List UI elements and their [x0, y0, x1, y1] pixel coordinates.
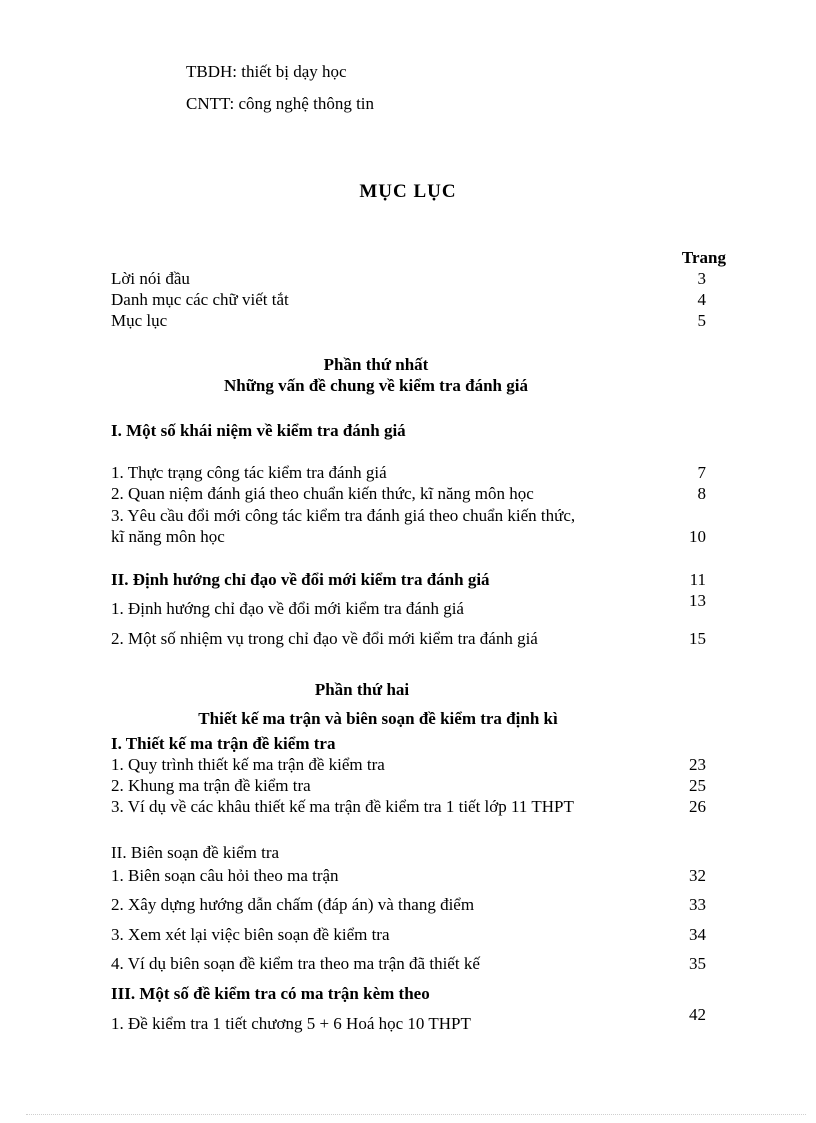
part1-section2-heading: II. Định hướng chỉ đạo về đổi mới kiểm tra đánh giá: [111, 570, 490, 589]
part1-title: Những vấn đề chung về kiểm tra đánh giá: [224, 376, 528, 395]
toc-entry-contents: Mục lục: [111, 311, 168, 330]
toc-entry-p2-2-2: 2. Xây dựng hướng dẫn chấm (đáp án) và thang điểm: [111, 895, 475, 914]
toc-page-1-3: 10: [689, 527, 706, 546]
part1-label: Phần thứ nhất: [323, 355, 429, 374]
toc-entry-foreword: Lời nói đầu: [111, 269, 190, 288]
toc-page-1-1: 7: [697, 463, 706, 482]
toc-entry-p2-3-1: 1. Đề kiểm tra 1 tiết chương 5 + 6 Hoá học 10 THPT: [111, 1014, 471, 1033]
toc-page-2-2: 15: [689, 629, 706, 648]
part2-section2-heading: II. Biên soạn đề kiểm tra: [111, 843, 280, 862]
toc-page-contents: 5: [697, 311, 706, 330]
toc-page-part1-section2: 11: [689, 570, 706, 589]
toc-entry-abbreviations: Danh mục các chữ viết tắt: [111, 290, 289, 309]
toc-page-p2-1-3: 26: [689, 797, 706, 816]
part2-section3-heading: III. Một số đề kiểm tra có ma trận kèm theo: [111, 984, 430, 1003]
toc-page-p2-1-2: 25: [689, 776, 706, 795]
abbreviation-cntt: CNTT: công nghệ thông tin: [186, 94, 375, 113]
toc-entry-1-1: 1. Thực trạng công tác kiểm tra đánh giá: [111, 463, 387, 482]
toc-entry-p2-1-3: 3. Ví dụ về các khâu thiết kế ma trận đề kiểm tra 1 tiết lớp 11 THPT: [111, 797, 574, 816]
toc-page-p2-2-4: 35: [689, 954, 706, 973]
toc-page-p2-1-1: 23: [689, 755, 706, 774]
part2-section1-heading: I. Thiết kế ma trận đề kiểm tra: [111, 734, 336, 753]
part2-label: Phần thứ hai: [314, 680, 410, 699]
toc-page-2-1: 13: [689, 591, 706, 610]
toc-entry-p2-1-2: 2. Khung ma trận đề kiểm tra: [111, 776, 311, 795]
toc-page-p2-2-3: 34: [689, 925, 706, 944]
page-bottom-edge: [26, 1114, 806, 1115]
toc-entry-2-2: 2. Một số nhiệm vụ trong chỉ đạo về đổi mới kiểm tra đánh giá: [111, 629, 538, 648]
toc-page-p2-2-1: 32: [689, 866, 706, 885]
toc-entry-1-2: 2. Quan niệm đánh giá theo chuẩn kiến thức, kĩ năng môn học: [111, 484, 534, 503]
toc-page-p2-3-1: 42: [689, 1005, 706, 1024]
abbreviation-tbdh: TBDH: thiết bị dạy học: [186, 62, 347, 81]
toc-entry-1-3-line1: 3. Yêu cầu đổi mới công tác kiểm tra đánh giá theo chuẩn kiến thức,: [111, 506, 576, 525]
toc-entry-2-1: 1. Định hướng chỉ đạo về đổi mới kiểm tra đánh giá: [111, 599, 464, 618]
toc-entry-p2-2-3: 3. Xem xét lại việc biên soạn đề kiểm tra: [111, 925, 390, 944]
toc-page-1-2: 8: [697, 484, 706, 503]
toc-entry-1-3-line2: kĩ năng môn học: [111, 527, 225, 546]
toc-page-abbreviations: 4: [697, 290, 706, 309]
toc-page-foreword: 3: [697, 269, 706, 288]
part2-title: Thiết kế ma trận và biên soạn đề kiểm tra định kì: [198, 709, 558, 728]
toc-title: MỤC LỤC: [359, 181, 457, 202]
part1-section1-heading: I. Một số khái niệm về kiểm tra đánh giá: [111, 421, 406, 440]
toc-entry-p2-2-4: 4. Ví dụ biên soạn đề kiểm tra theo ma trận đã thiết kế: [111, 954, 480, 973]
toc-entry-p2-1-1: 1. Quy trình thiết kế ma trận đề kiểm tra: [111, 755, 385, 774]
toc-entry-p2-2-1: 1. Biên soạn câu hỏi theo ma trận: [111, 866, 339, 885]
page-column-header: Trang: [681, 248, 726, 267]
toc-page-p2-2-2: 33: [689, 895, 706, 914]
